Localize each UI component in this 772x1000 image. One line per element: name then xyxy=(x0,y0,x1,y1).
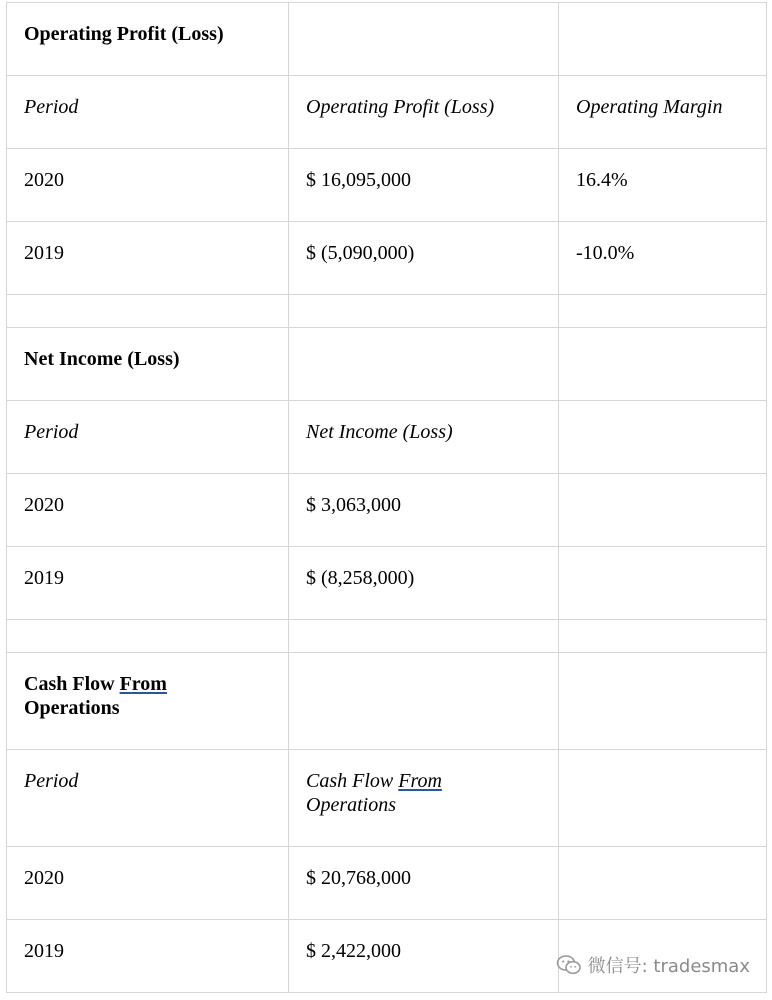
column-header-operating-margin: Operating Margin xyxy=(576,96,723,118)
section-title-row xyxy=(7,328,767,401)
spacer-row xyxy=(7,295,767,328)
column-header-cell xyxy=(559,76,767,149)
table-cell xyxy=(7,847,289,920)
section-title-cell xyxy=(7,3,289,76)
period-value: 2019 xyxy=(24,242,64,264)
column-header-period: Period xyxy=(24,770,79,792)
table-cell xyxy=(559,149,767,222)
column-header-row xyxy=(7,76,767,149)
table-row xyxy=(7,547,767,620)
column-header-cell xyxy=(289,401,559,474)
empty-cell xyxy=(289,620,559,653)
table-cell xyxy=(7,222,289,295)
empty-cell xyxy=(289,295,559,328)
cash-flow-value: $ 20,768,000 xyxy=(306,867,411,889)
table-row xyxy=(7,847,767,920)
section-title-text: Operations xyxy=(24,697,120,719)
column-header-net-income: Net Income (Loss) xyxy=(306,421,453,443)
operating-profit-value: $ 16,095,000 xyxy=(306,169,411,191)
table-cell xyxy=(289,149,559,222)
table-cell xyxy=(559,222,767,295)
table-cell xyxy=(7,547,289,620)
period-value: 2019 xyxy=(24,567,64,589)
table-row xyxy=(7,222,767,295)
empty-cell xyxy=(289,328,559,401)
table-cell xyxy=(7,149,289,222)
column-header-row xyxy=(7,750,767,847)
empty-cell xyxy=(559,295,767,328)
section-title-link[interactable]: From xyxy=(119,673,167,695)
column-header-period: Period xyxy=(24,96,79,118)
empty-cell xyxy=(7,295,289,328)
section-title-row xyxy=(7,653,767,750)
table-cell xyxy=(289,847,559,920)
empty-cell xyxy=(289,653,559,750)
table-cell xyxy=(289,920,559,993)
operating-margin-value: 16.4% xyxy=(576,169,628,191)
operating-profit-value: $ (5,090,000) xyxy=(306,242,415,264)
empty-cell xyxy=(559,620,767,653)
column-header-text: Operations xyxy=(306,794,396,816)
operating-margin-value: -10.0% xyxy=(576,242,635,264)
spacer-row xyxy=(7,620,767,653)
section-title-net-income: Net Income (Loss) xyxy=(24,348,180,370)
table-cell xyxy=(289,474,559,547)
empty-cell xyxy=(559,847,767,920)
section-title-text: Cash Flow xyxy=(24,673,120,695)
watermark xyxy=(556,952,750,978)
column-header-operating-profit: Operating Profit (Loss) xyxy=(306,96,495,118)
section-title-operating-profit: Operating Profit (Loss) xyxy=(24,23,224,45)
empty-cell xyxy=(559,401,767,474)
section-title-row xyxy=(7,3,767,76)
table-row xyxy=(7,474,767,547)
column-header-cell xyxy=(289,76,559,149)
column-header-text: Cash Flow xyxy=(306,770,399,792)
cash-flow-value: $ 2,422,000 xyxy=(306,940,401,962)
section-title-cash-flow xyxy=(24,653,276,720)
financial-table xyxy=(6,2,767,993)
table-cell xyxy=(7,920,289,993)
column-header-cell xyxy=(289,750,559,847)
empty-cell xyxy=(559,3,767,76)
section-title-cell xyxy=(7,328,289,401)
table-cell xyxy=(7,474,289,547)
empty-cell xyxy=(559,653,767,750)
net-income-value: $ 3,063,000 xyxy=(306,494,401,516)
empty-cell xyxy=(559,547,767,620)
empty-cell xyxy=(559,750,767,847)
period-value: 2020 xyxy=(24,169,64,191)
column-header-cell xyxy=(7,76,289,149)
column-header-period: Period xyxy=(24,421,79,443)
table-cell xyxy=(289,547,559,620)
column-header-link[interactable]: From xyxy=(398,770,442,792)
empty-cell xyxy=(559,474,767,547)
column-header-cell xyxy=(7,750,289,847)
column-header-cash-flow xyxy=(306,750,546,817)
column-header-row xyxy=(7,401,767,474)
period-value: 2020 xyxy=(24,867,64,889)
wechat-icon xyxy=(556,954,582,976)
period-value: 2020 xyxy=(24,494,64,516)
table-cell xyxy=(289,222,559,295)
period-value: 2019 xyxy=(24,940,64,962)
section-title-cell xyxy=(7,653,289,750)
empty-cell xyxy=(559,328,767,401)
table-row xyxy=(7,149,767,222)
net-income-value: $ (8,258,000) xyxy=(306,567,415,589)
empty-cell xyxy=(289,3,559,76)
column-header-cell xyxy=(7,401,289,474)
empty-cell xyxy=(7,620,289,653)
watermark-text: 微信号: tradesmax xyxy=(587,956,750,977)
